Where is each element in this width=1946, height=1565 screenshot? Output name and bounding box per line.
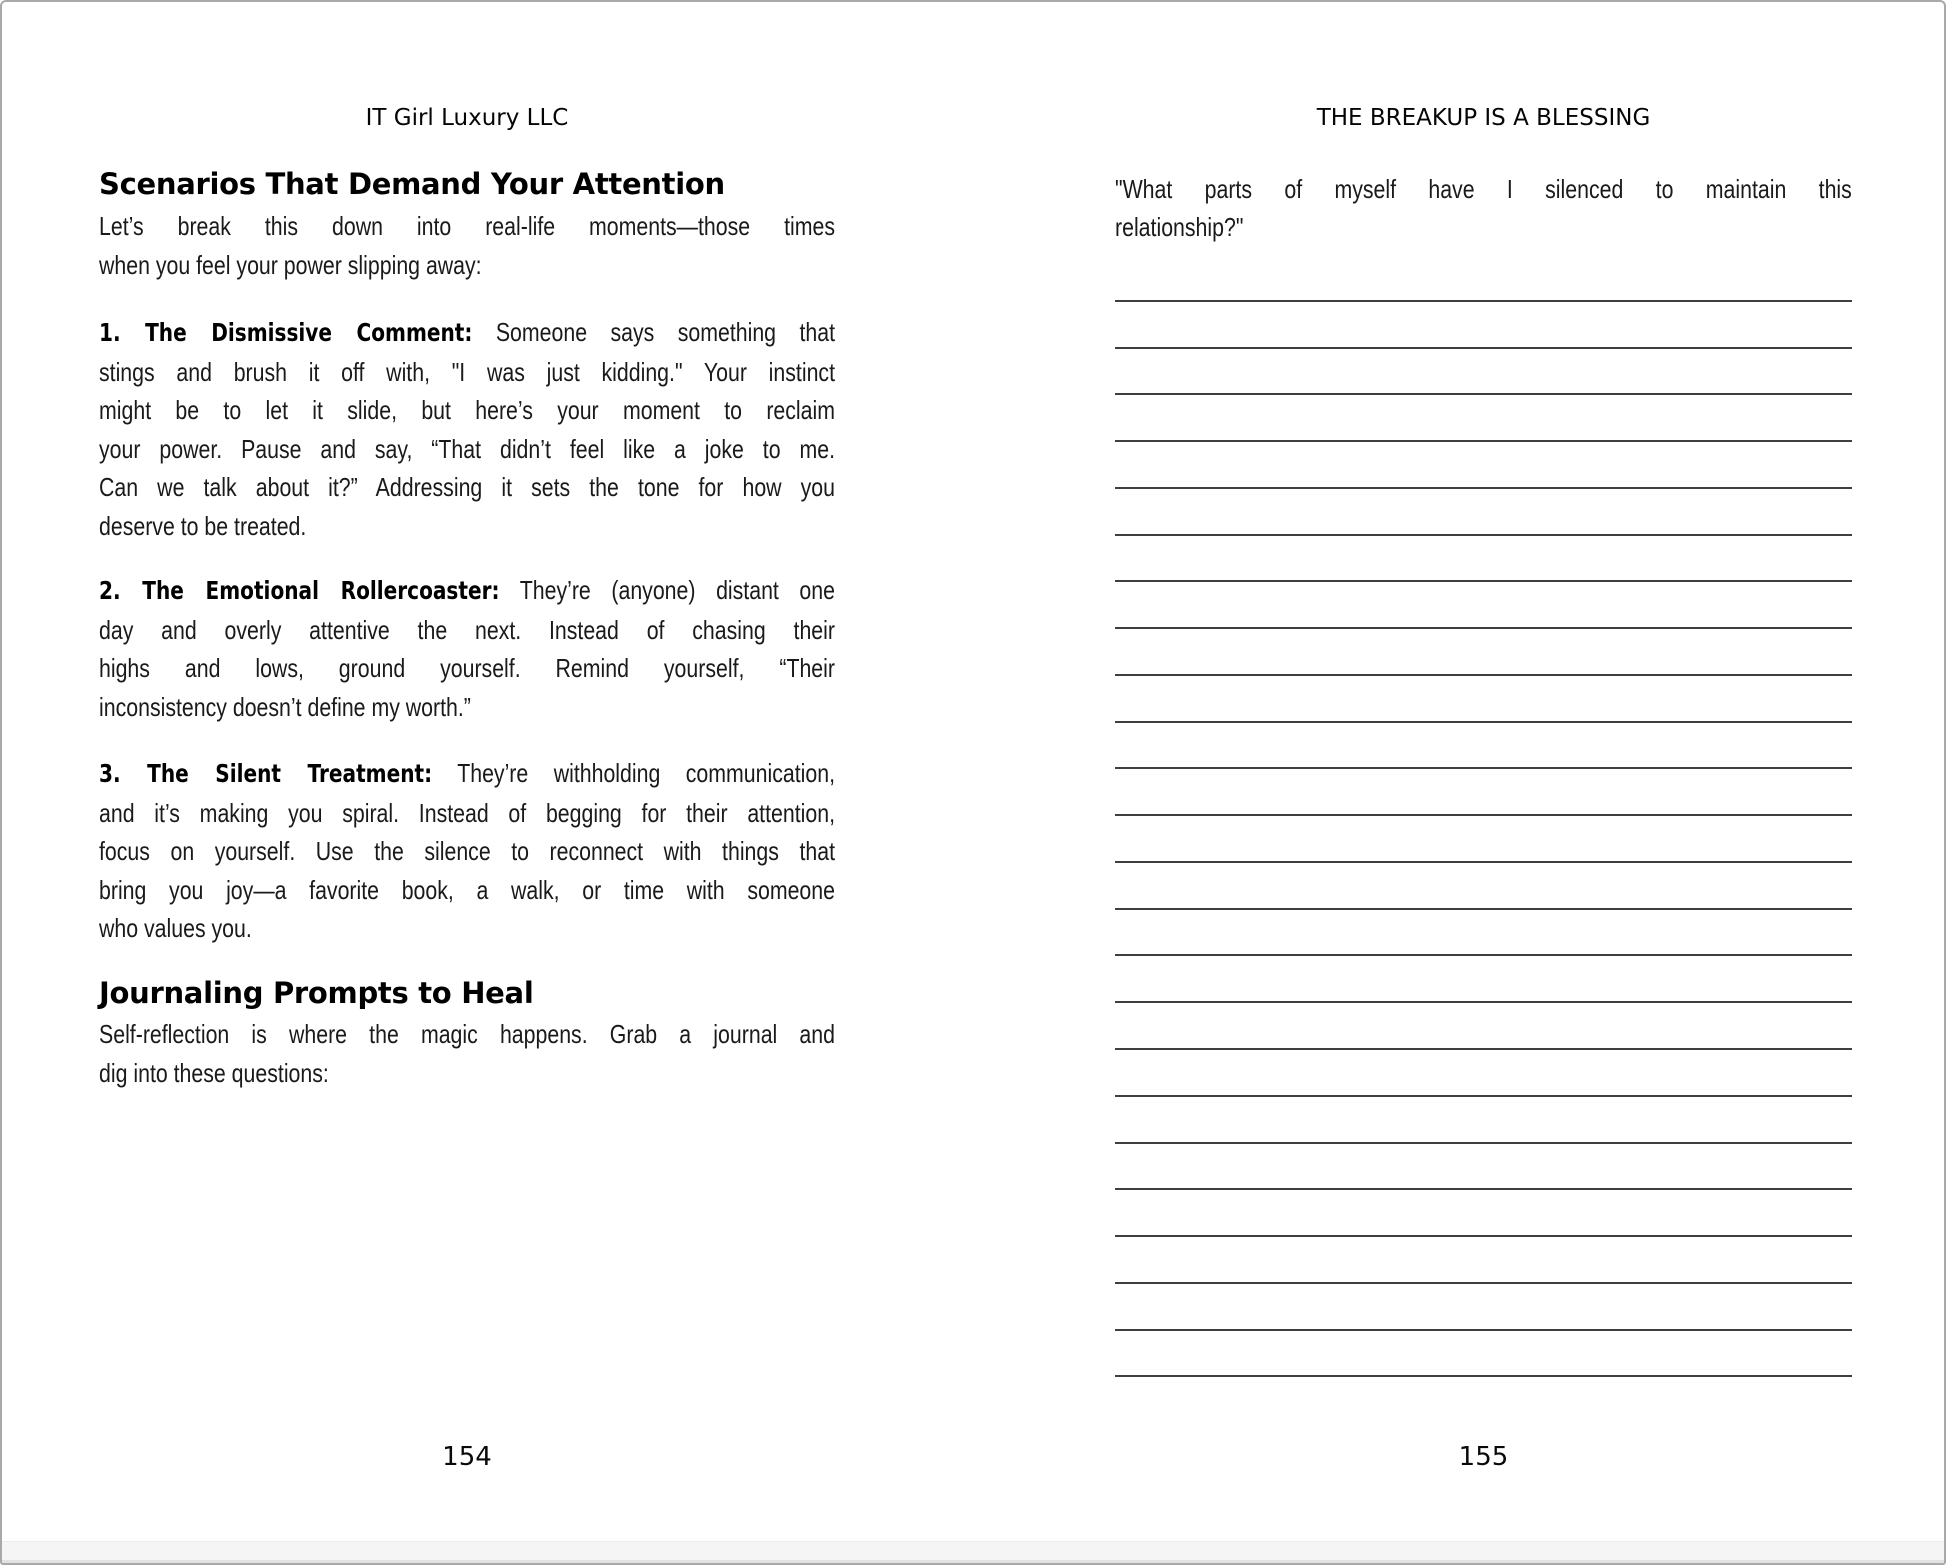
para-selfreflection	[99, 1015, 835, 1092]
text-line: relationship?"	[1115, 212, 1244, 243]
left-running-head: IT Girl Luxury LLC	[365, 105, 569, 131]
journal-line	[1115, 863, 1852, 910]
journal-line	[1115, 1050, 1852, 1097]
text-line: Can we talk about it?” Addressing it sets the tone for how you	[99, 472, 836, 503]
text-line: 2. The Emotional Rollercoaster: They’re (anyone) distant one	[99, 575, 836, 605]
left-page-number: 154	[442, 1442, 492, 1472]
text-line: highs and lows, ground yourself. Remind yourself, “Their	[99, 653, 836, 684]
text-line: might be to let it slide, but here’s your moment to reclaim	[99, 395, 836, 426]
text-line: Self-reflection is where the magic happens. Grab a journal and	[99, 1019, 836, 1049]
journal-line	[1115, 723, 1852, 770]
text-line: your power. Pause and say, “That didn’t feel like a joke to me.	[99, 433, 836, 464]
text-line: "What parts of myself have I silenced to maintain this	[1115, 174, 1852, 204]
text-line: deserve to be treated.	[99, 510, 307, 541]
text-line: bring you joy—a favorite book, a walk, or time with someone	[99, 874, 836, 905]
journal-line	[1115, 1331, 1852, 1378]
journal-line	[1115, 1237, 1852, 1284]
text-line: 3. The Silent Treatment: They’re withholding communication,	[99, 758, 836, 788]
para-silent	[99, 754, 835, 948]
journal-line	[1115, 769, 1852, 816]
journal-line	[1115, 489, 1852, 536]
journal-line	[1115, 349, 1852, 396]
bold-lead-in: 3. The Silent Treatment:	[99, 759, 433, 788]
text-line: focus on yourself. Use the silence to reconnect with things that	[99, 836, 836, 867]
text-line: stings and brush it off with, "I was just kidding." Your instinct	[99, 356, 836, 387]
journal-line	[1115, 629, 1852, 676]
journal-line	[1115, 582, 1852, 629]
journal-line	[1115, 395, 1852, 442]
text-line: day and overly attentive the next. Instead of chasing their	[99, 614, 836, 645]
text-line: and it’s making you spiral. Instead of begging for their attention,	[99, 797, 836, 828]
bottom-band	[2, 1541, 1944, 1563]
journal-line	[1115, 536, 1852, 583]
journal-lines	[1115, 255, 1852, 1377]
text-line: dig into these questions:	[99, 1057, 329, 1088]
text-line: inconsistency doesn’t define my worth.”	[99, 691, 471, 722]
bold-lead-in: 1. The Dismissive Comment:	[99, 318, 473, 347]
journal-line	[1115, 1097, 1852, 1144]
para-dismissive	[99, 313, 835, 546]
heading-scenarios: Scenarios That Demand Your Attention	[99, 167, 725, 201]
right-running-head: THE BREAKUP IS A BLESSING	[1316, 105, 1651, 131]
journal-line	[1115, 302, 1852, 349]
text-line: when you feel your power slipping away:	[99, 249, 482, 280]
journal-line	[1115, 676, 1852, 723]
heading-journaling: Journaling Prompts to Heal	[99, 976, 534, 1010]
text-line: who values you.	[99, 913, 252, 944]
journal-line	[1115, 255, 1852, 302]
journal-line	[1115, 910, 1852, 957]
journal-line	[1115, 1284, 1852, 1331]
right-page-number: 155	[1458, 1442, 1509, 1472]
bold-lead-in: 2. The Emotional Rollercoaster:	[99, 576, 500, 605]
text-line: 1. The Dismissive Comment: Someone says something that	[99, 317, 836, 347]
para-rollercoaster	[99, 571, 835, 726]
journal-line	[1115, 956, 1852, 1003]
journal-line	[1115, 816, 1852, 863]
text-line: Let’s break this down into real-life moments—those times	[99, 211, 836, 241]
journal-line	[1115, 442, 1852, 489]
journal-line	[1115, 1003, 1852, 1050]
journal-prompt	[1115, 170, 1852, 247]
para-intro	[99, 207, 835, 284]
journal-line	[1115, 1144, 1852, 1191]
right-page	[1115, 2, 1852, 1563]
left-page	[99, 2, 835, 1563]
journal-line	[1115, 1190, 1852, 1237]
